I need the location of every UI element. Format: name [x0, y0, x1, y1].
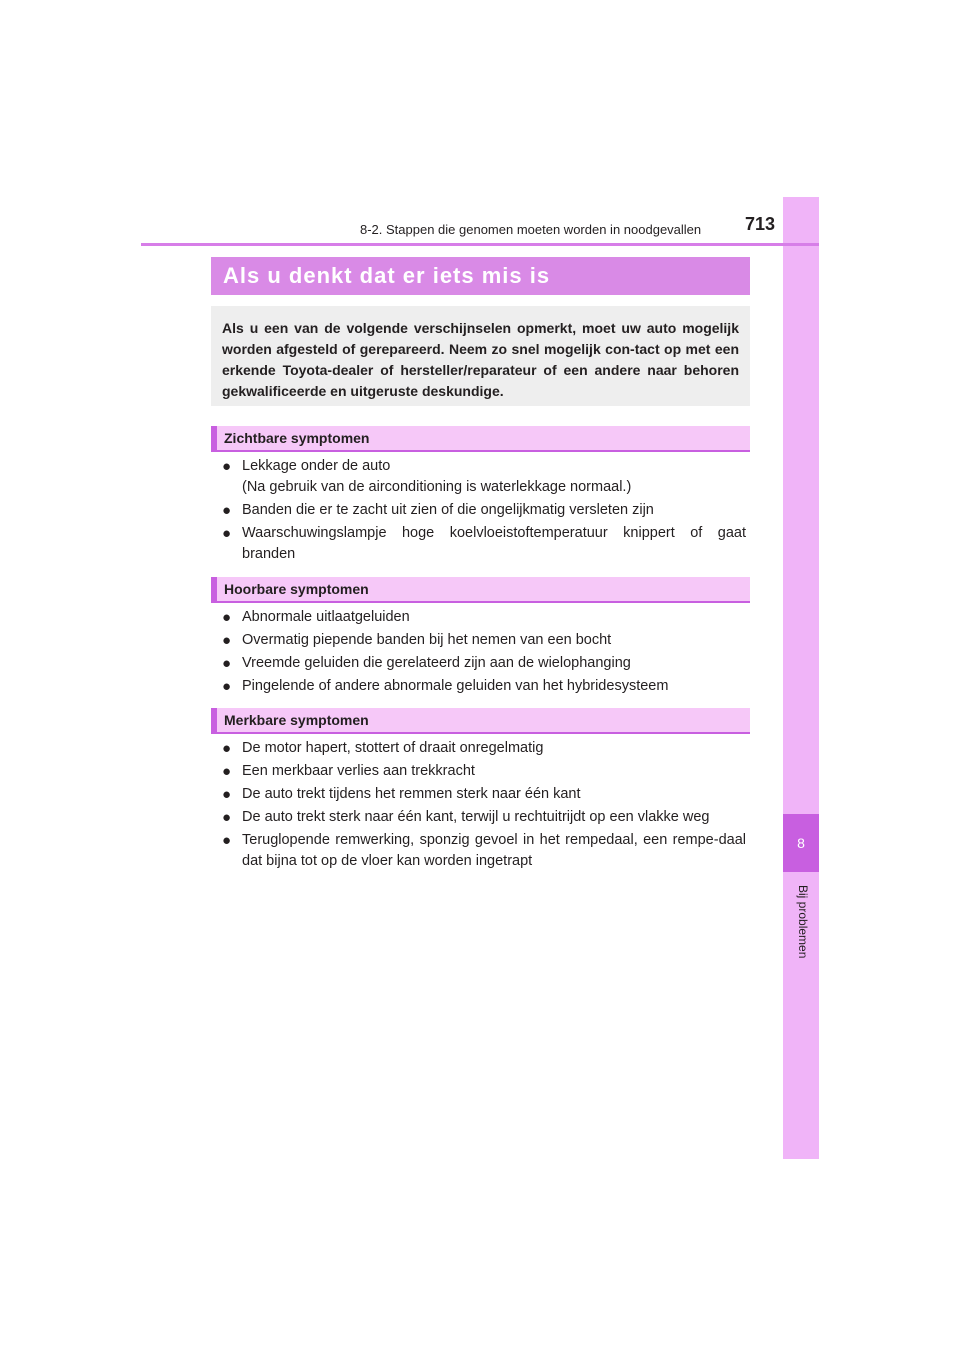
chapter-number: 8 — [783, 814, 819, 872]
intro-box: Als u een van de volgende verschijnselen opmerkt, moet uw auto mogelijk worden afgesteld of gerepareerd. Neem zo snel mogelijk con-tact op met een erkende Toyota-dealer of hersteller/reparateur of een andere naar behoren gekwalificeerde en uitgeruste deskundige. — [211, 306, 750, 406]
list-item-text: De auto trekt sterk naar één kant, terwijl u rechtuitrijdt op een vlakke weg — [242, 809, 710, 825]
side-tab — [783, 197, 819, 1159]
subheading-audible: Hoorbare symptomen — [211, 577, 750, 603]
list-item-text: De motor hapert, stottert of draait onregelmatig — [242, 740, 544, 756]
bullet-icon: ● — [222, 809, 232, 826]
list-item-text: Banden die er te zacht uit zien of die ongelijkmatig versleten zijn — [242, 502, 654, 518]
list-visible-symptoms — [222, 456, 746, 567]
header-rule — [141, 243, 819, 246]
list-item — [222, 500, 746, 521]
bullet-icon: ● — [222, 786, 232, 803]
list-item — [222, 784, 746, 805]
list-item — [222, 523, 746, 565]
list-item-text: Abnormale uitlaatgeluiden — [242, 609, 410, 625]
bullet-icon: ● — [222, 678, 232, 695]
subheading-visible: Zichtbare symptomen — [211, 426, 750, 452]
list-item-text: Teruglopende remwerking, sponzig gevoel in het rempedaal, een rempe-daal dat bijna tot op de vloer kan worden ingetrapt — [242, 832, 746, 869]
list-item — [222, 630, 746, 651]
list-item-text: Pingelende of andere abnormale geluiden van het hybridesysteem — [242, 678, 669, 694]
chapter-label: Bij problemen — [796, 885, 810, 959]
bullet-icon: ● — [222, 609, 232, 626]
bullet-icon: ● — [222, 525, 232, 542]
list-item — [222, 607, 746, 628]
list-item — [222, 676, 746, 697]
list-noticeable-symptoms — [222, 738, 746, 874]
page-title: Als u denkt dat er iets mis is — [211, 257, 750, 295]
bullet-icon: ● — [222, 763, 232, 780]
list-item-note: (Na gebruik van de airconditioning is waterlekkage normaal.) — [242, 479, 632, 495]
section-header: 8-2. Stappen die genomen moeten worden in noodgevallen — [360, 222, 702, 237]
bullet-icon: ● — [222, 832, 232, 849]
list-audible-symptoms — [222, 607, 746, 699]
page-number: 713 — [744, 214, 775, 234]
list-item — [222, 653, 746, 674]
list-item-text: Vreemde geluiden die gerelateerd zijn aan de wielophanging — [242, 655, 631, 671]
list-item — [222, 807, 746, 828]
list-item — [222, 761, 746, 782]
list-item-text: Een merkbaar verlies aan trekkracht — [242, 763, 475, 779]
list-item-text: Lekkage onder de auto — [242, 458, 391, 474]
list-item — [222, 830, 746, 872]
bullet-icon: ● — [222, 632, 232, 649]
subheading-noticeable: Merkbare symptomen — [211, 708, 750, 734]
list-item-text: Waarschuwingslampje hoge koelvloeistoftemperatuur knippert of gaat branden — [242, 525, 746, 562]
bullet-icon: ● — [222, 740, 232, 757]
bullet-icon: ● — [222, 458, 232, 475]
list-item — [222, 456, 746, 498]
bullet-icon: ● — [222, 502, 232, 519]
list-item — [222, 738, 746, 759]
list-item-text: De auto trekt tijdens het remmen sterk naar één kant — [242, 786, 581, 802]
list-item-text: Overmatig piepende banden bij het nemen van een bocht — [242, 632, 612, 648]
bullet-icon: ● — [222, 655, 232, 672]
